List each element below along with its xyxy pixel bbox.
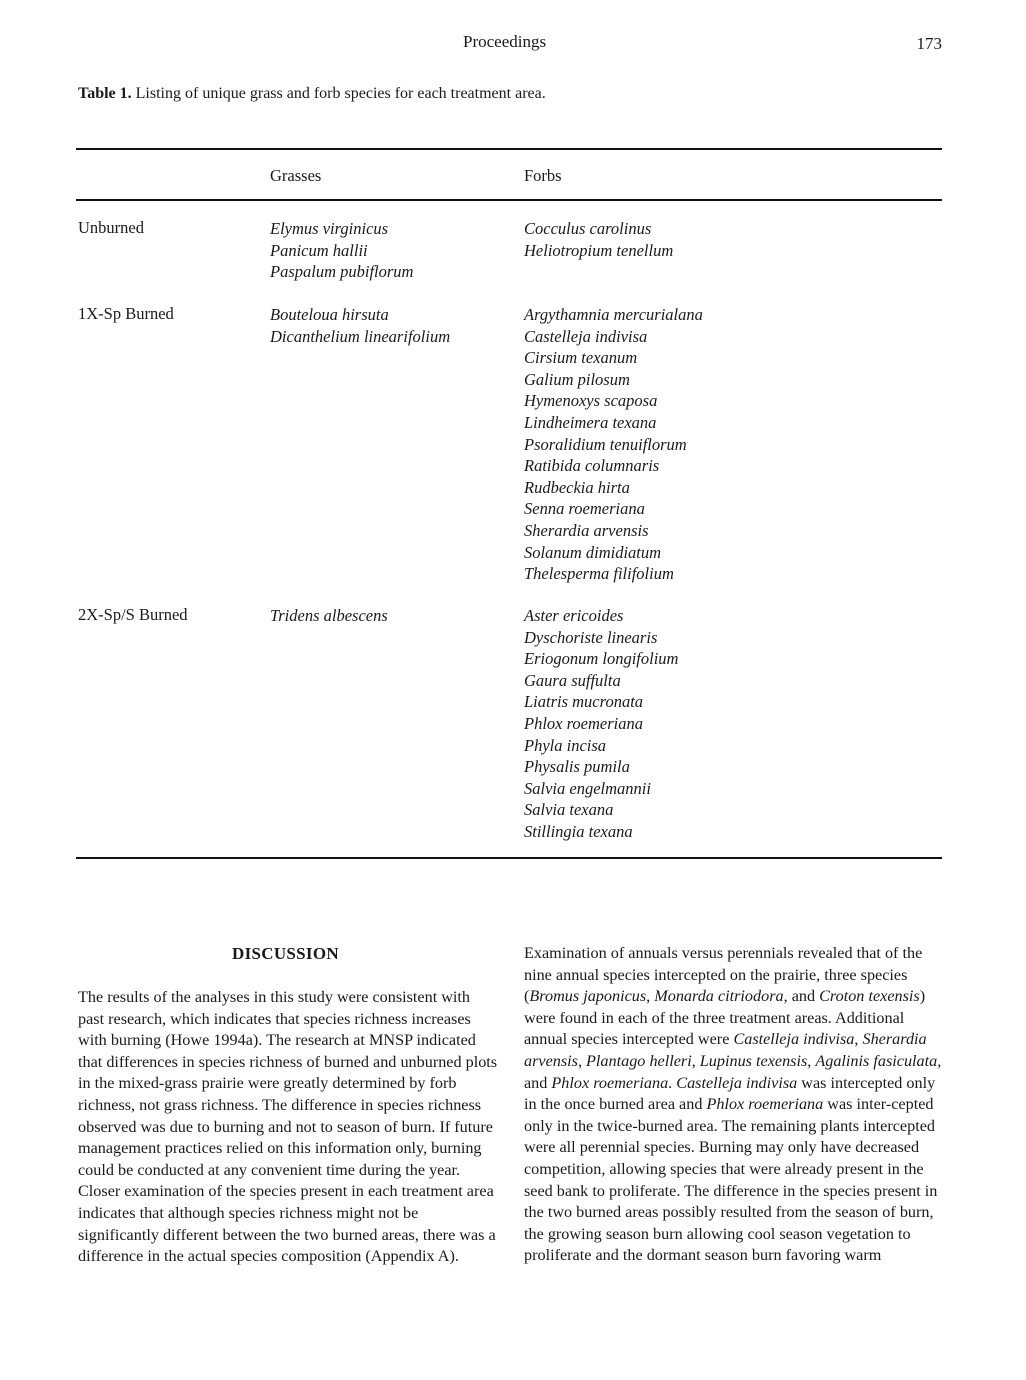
species-item: Aster ericoides: [524, 606, 624, 625]
text-run: ,: [854, 1030, 863, 1049]
species-name: Castelleja indivisa: [676, 1073, 798, 1092]
species-item: Gaura suffulta: [524, 670, 621, 690]
text-run: ,: [577, 1051, 587, 1070]
species-item: Galium pilosum: [524, 369, 630, 389]
table-caption-text: Listing of unique grass and forb species for each treatment area.: [131, 85, 546, 102]
table-caption-label: Table 1.: [78, 85, 132, 102]
species-item: Sherardia arvensis: [524, 520, 649, 540]
species-item: Elymus virginicus: [270, 219, 389, 238]
species-name: Sherardia arvensis: [524, 1030, 927, 1070]
species-item: Argythamnia mercurialana: [524, 305, 703, 324]
grasses-list-1x-sp-burned: [270, 304, 450, 347]
species-name: Lupinus texensis: [699, 1051, 808, 1070]
species-item: Solanum dimidiatum: [524, 542, 662, 562]
species-item: Hymenoxys scaposa: [524, 391, 658, 411]
species-item: Lindheimera texana: [524, 412, 657, 432]
species-item: Cirsium texanum: [524, 348, 638, 368]
species-name: Bromus japonicus: [529, 987, 647, 1006]
forbs-list-2x-sp-s-burned: [524, 605, 678, 843]
column-header-grasses: Grasses: [270, 166, 322, 185]
species-item: Stillingia texana: [524, 821, 633, 841]
species-name: Agalinis fasiculata: [815, 1051, 938, 1070]
row-label-unburned: Unburned: [78, 218, 144, 237]
species-item: Salvia texana: [524, 800, 614, 820]
species-name: Monarda citriodora: [654, 987, 784, 1006]
text-run: ,: [646, 987, 655, 1006]
species-item: Paspalum pubiflorum: [270, 262, 414, 282]
species-item: Eriogonum longifolium: [524, 649, 679, 669]
species-name: Croton texensis: [819, 987, 920, 1006]
text-run: ) were found in each of the three treatment areas. Additional annual species intercepted were: [524, 987, 926, 1049]
forbs-list-1x-sp-burned: [524, 304, 703, 585]
species-name: Phlox roemeriana: [706, 1095, 824, 1114]
species-item: Tridens albescens: [270, 606, 388, 625]
table-top-rule: [76, 148, 942, 150]
species-item: Phlox roemeriana: [524, 713, 643, 733]
species-name: Castelleja indivisa: [733, 1030, 855, 1049]
species-name: Plantago helleri: [586, 1051, 692, 1070]
table-bottom-rule: [76, 857, 942, 859]
text-run: was inter-cepted only in the twice-burned area. The remaining plants intercepted were all perennial species. Burning may only have decreased competition, allowing species that were already present in the seed bank to proliferate. The difference in the species present in the two burned areas possibly resulted from the season of burn, the growing season burn allowing cool season vegetation to proliferate and the dormant season burn favoring warm: [524, 1095, 938, 1265]
text-run: , and: [524, 1051, 942, 1092]
column-header-forbs: Forbs: [524, 166, 562, 185]
grasses-list-unburned: [270, 218, 413, 283]
species-item: Castelleja indivisa: [524, 326, 648, 346]
species-item: Panicum hallii: [270, 240, 368, 260]
species-item: Phyla incisa: [524, 735, 607, 755]
running-head: Proceedings: [463, 32, 547, 51]
discussion-paragraph-right: [524, 943, 944, 1267]
text-run: , and: [783, 987, 820, 1006]
species-item: Salvia engelmannii: [524, 778, 651, 798]
row-label-2x-sp-s-burned: 2X-Sp/S Burned: [78, 605, 188, 624]
species-item: Rudbeckia hirta: [524, 477, 630, 497]
section-heading-discussion: DISCUSSION: [232, 944, 339, 963]
grasses-list-2x-sp-s-burned: [270, 605, 388, 627]
species-item: Heliotropium tenellum: [524, 240, 674, 260]
text-run: was intercepted only in the once burned area and: [524, 1073, 936, 1114]
species-name: Phlox roemeriana: [551, 1073, 669, 1092]
species-item: Thelesperma filifolium: [524, 564, 674, 584]
text-run: ,: [691, 1051, 700, 1070]
species-item: Liatris mucronata: [524, 692, 644, 712]
species-item: Cocculus carolinus: [524, 219, 652, 238]
row-label-1x-sp-burned: 1X-Sp Burned: [78, 304, 174, 323]
species-item: Bouteloua hirsuta: [270, 305, 389, 324]
text-run: ,: [807, 1051, 816, 1070]
species-item: Senna roemeriana: [524, 499, 645, 519]
species-item: Ratibida columnaris: [524, 456, 660, 476]
species-item: Physalis pumila: [524, 757, 630, 777]
text-run: Examination of annuals versus perennials revealed that of the nine annual species intercepted on the prairie, three species (: [524, 944, 923, 1006]
text-run: .: [668, 1073, 677, 1092]
species-item: Dyschoriste linearis: [524, 627, 658, 647]
table-caption: [78, 85, 546, 103]
species-item: Psoralidium tenuiflorum: [524, 434, 687, 454]
discussion-paragraph-left: The results of the analyses in this study were consistent with past research, which indicates that species richness increases with burning (Howe 1994a). The research at MNSP indicated that differences in species richness of burned and unburned plots in the mixed-grass prairie were greatly determined by forb richness, not grass richness. The difference in species richness observed was due to burning and not to season of burn. If future management practices relied on this information only, burning could be conducted at any convenient time during the year. Closer examination of the species present in each treatment area indicates that although species richness might not be significantly different between the two burned areas, there was a difference in the actual species composition (Appendix A).: [78, 988, 498, 1266]
page-number: 173: [916, 34, 942, 53]
table-header-rule: [76, 199, 942, 201]
forbs-list-unburned: [524, 218, 673, 261]
species-item: Dicanthelium linearifolium: [270, 326, 451, 346]
